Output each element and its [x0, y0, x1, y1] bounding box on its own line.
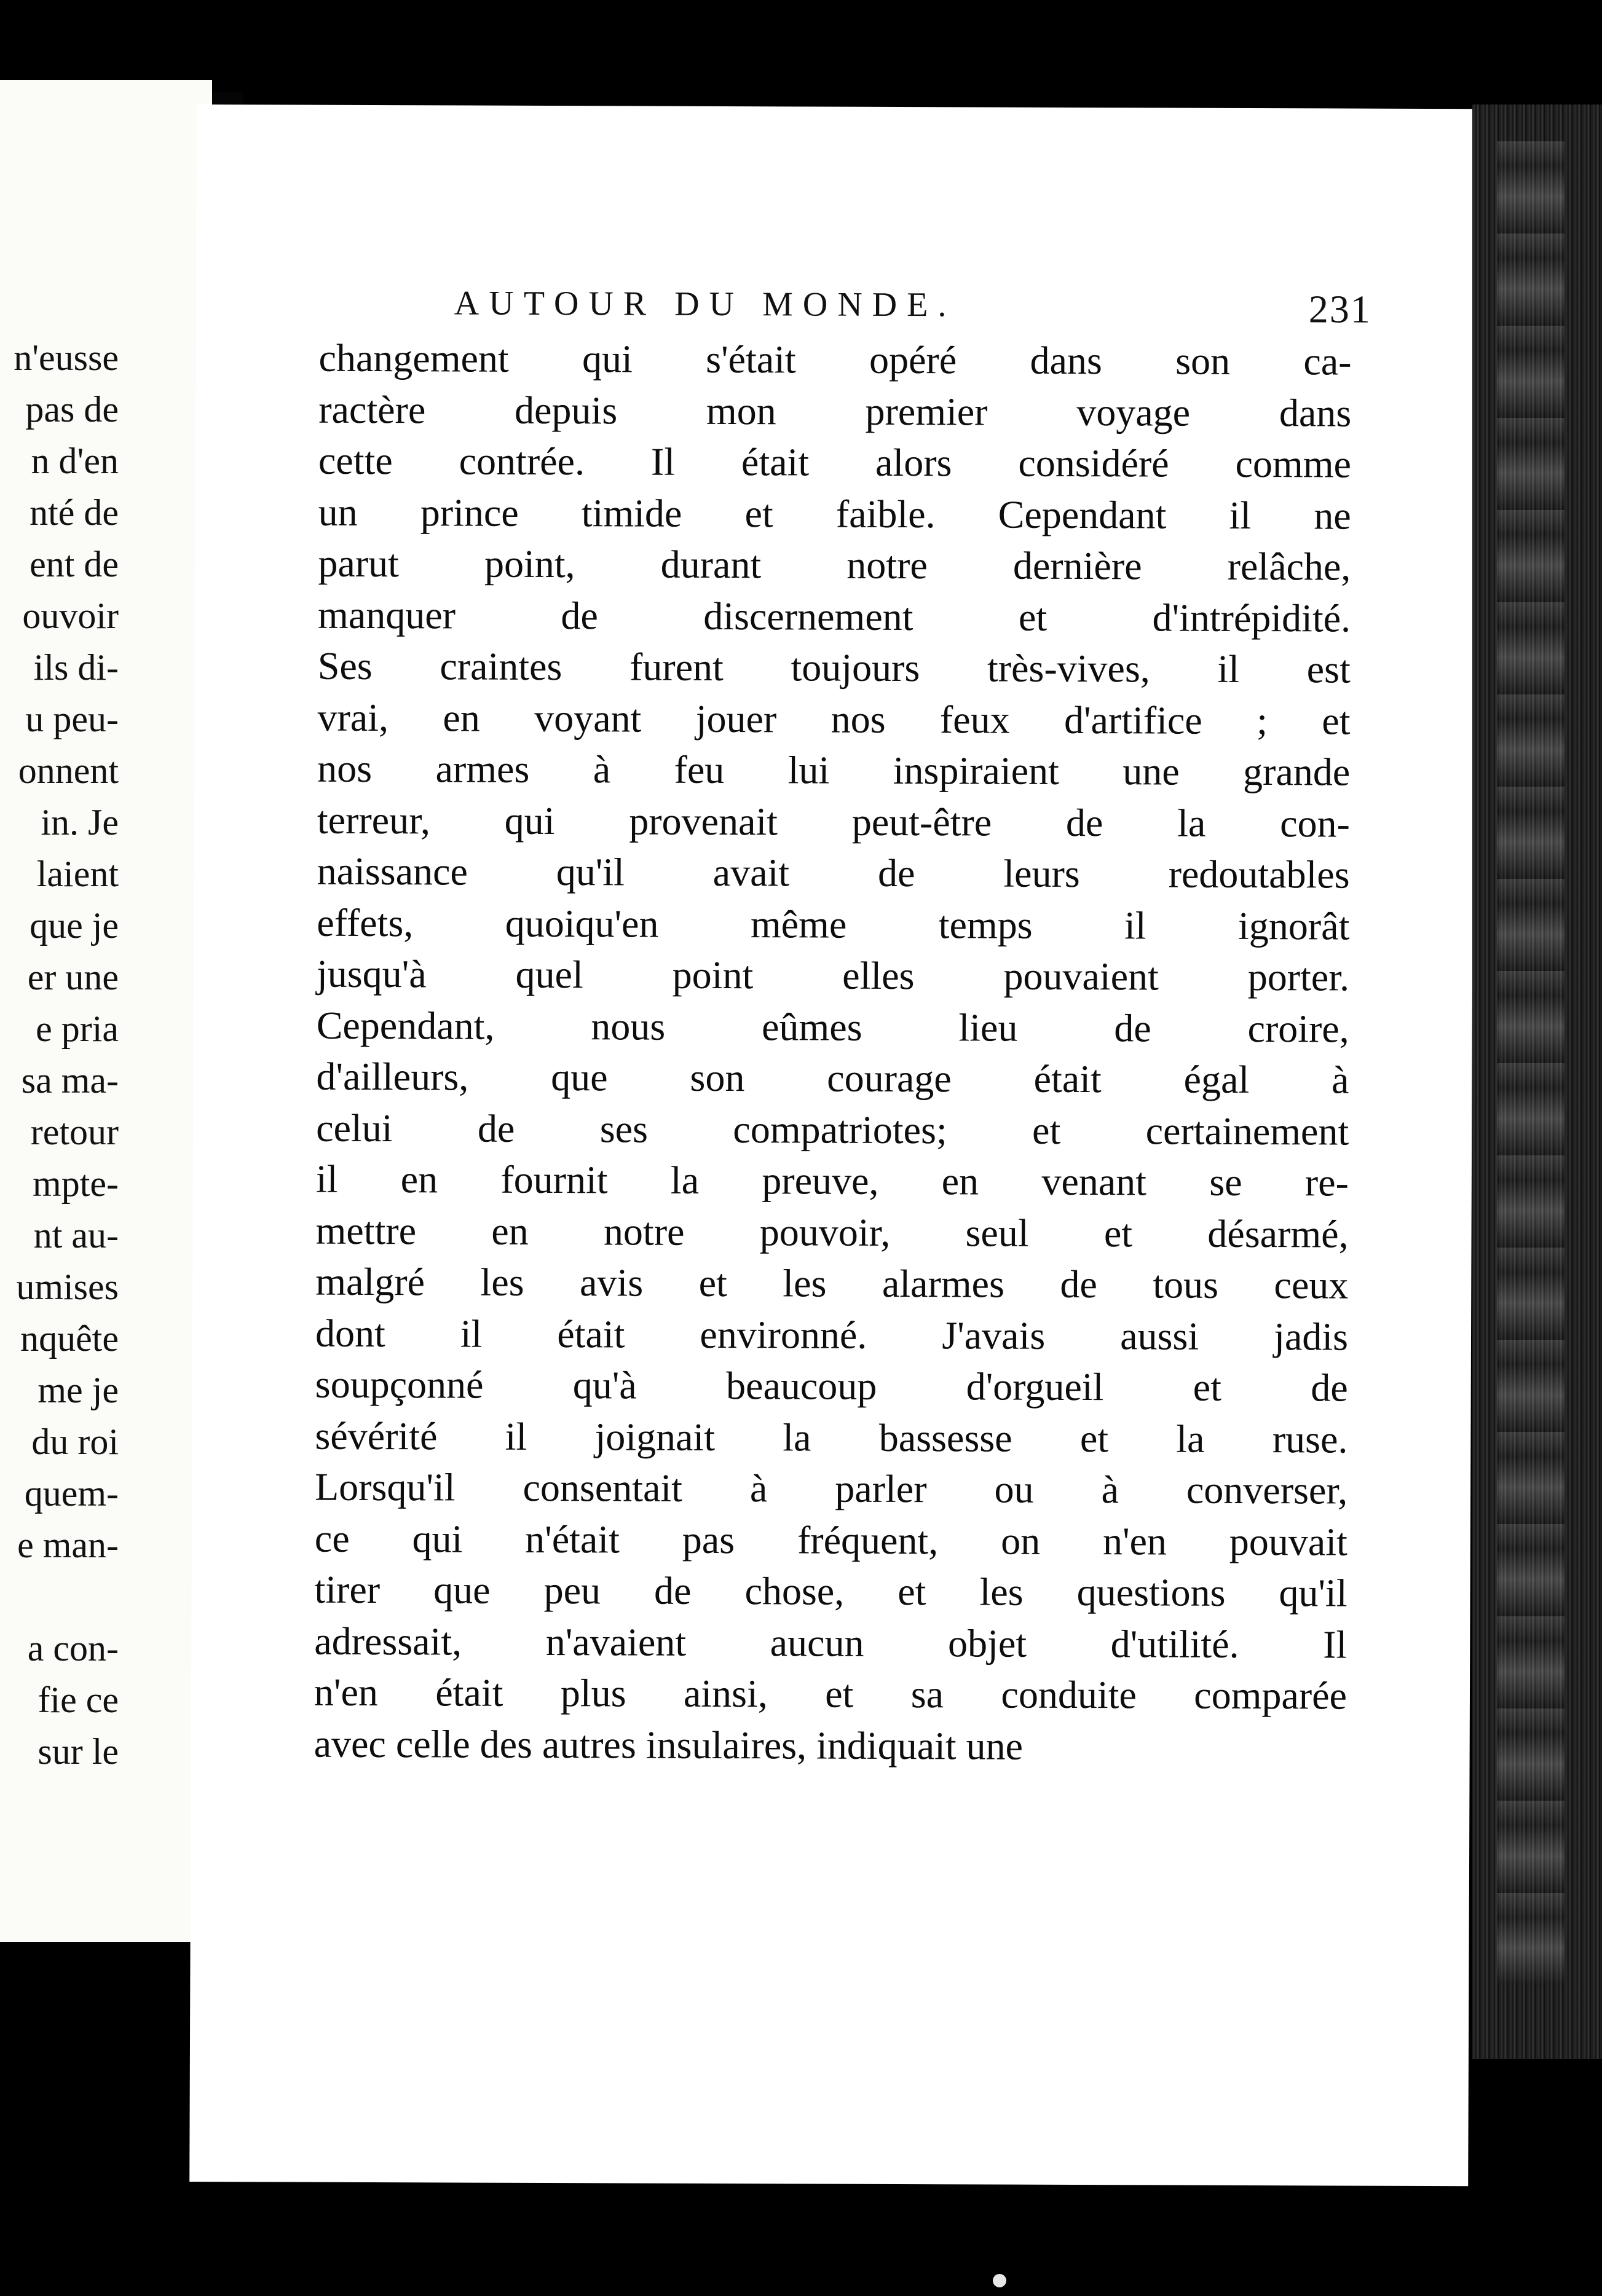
left-page-line: u peu- — [25, 699, 119, 739]
body-text-line: changement qui s'était opéré dans son ca- — [318, 336, 1352, 383]
left-page-line: ils di- — [33, 647, 119, 688]
left-page-line: sa ma- — [21, 1060, 119, 1101]
left-page-line: nt au- — [33, 1215, 119, 1256]
page-block-edge — [1472, 104, 1602, 2059]
body-text-line: effets, quoiqu'en même temps il ignorât — [317, 900, 1350, 948]
left-page-line: ent de — [30, 544, 119, 584]
left-page-line: que je — [30, 905, 119, 946]
body-text-line: vrai, en voyant jouer nos feux d'artifice ; et — [317, 695, 1351, 743]
left-page-line: in. Je — [41, 802, 119, 843]
body-text-line: il en fournit la preuve, en venant se re- — [315, 1157, 1349, 1205]
body-text-line: ce qui n'était pas fréquent, on n'en pouvait — [314, 1516, 1347, 1564]
left-page-line: umises — [16, 1267, 119, 1307]
scan-speck — [993, 2274, 1006, 2287]
body-text-line: adressait, n'avaient aucun objet d'utilité. Il — [314, 1619, 1347, 1667]
left-page-line: sur le — [37, 1731, 119, 1772]
body-text-line: avec celle des autres insulaires, indiquait une — [314, 1721, 1024, 1768]
body-text-block — [314, 332, 1352, 1773]
body-text-line: cette contrée. Il était alors considéré comme — [318, 438, 1352, 486]
left-page-line: a con- — [27, 1628, 119, 1669]
body-text-line: n'en était plus ainsi, et sa conduite comparée — [314, 1670, 1347, 1718]
running-head-title: AUTOUR DU MONDE. — [454, 284, 957, 324]
page-edge-texture — [1497, 141, 1565, 1985]
left-page-line: retour — [30, 1112, 119, 1152]
left-page-line: ouvoir — [22, 596, 119, 636]
body-text-line: manquer de discernement et d'intrépidité. — [317, 592, 1351, 640]
body-text-line: soupçonné qu'à beaucoup d'orgueil et de — [315, 1362, 1348, 1410]
left-page-text-column — [14, 332, 119, 1777]
body-text-line: Ses craintes furent toujours très-vives, il est — [317, 643, 1351, 691]
right-page — [189, 104, 1475, 2186]
left-page-line: fie ce — [37, 1680, 119, 1720]
body-text-line: terreur, qui provenait peut-être de la con- — [317, 798, 1351, 846]
running-head — [454, 283, 1413, 331]
body-text-line: dont il était environné. J'avais aussi jadis — [315, 1311, 1349, 1359]
left-facing-page — [0, 80, 212, 1942]
body-text-line: Cependant, nous eûmes lieu de croire, — [316, 1003, 1349, 1051]
body-text-line: mettre en notre pouvoir, seul et désarmé, — [315, 1208, 1349, 1256]
left-page-line: nquête — [20, 1318, 119, 1359]
body-text-line: sévérité il joignait la bassesse et la ruse. — [315, 1413, 1348, 1461]
left-page-line: n'eusse — [14, 337, 119, 378]
left-page-line: quem- — [24, 1473, 119, 1514]
left-page-line: er une — [27, 957, 119, 997]
body-text-line: tirer que peu de chose, et les questions qu'il — [314, 1567, 1347, 1615]
body-text-line: d'ailleurs, que son courage était égal à — [316, 1054, 1349, 1102]
left-page-line — [14, 1571, 119, 1622]
body-text-line: un prince timide et faible. Cependant il ne — [318, 490, 1351, 538]
left-page-line: nté de — [30, 492, 119, 533]
body-text-line: celui de ses compatriotes; et certainement — [316, 1106, 1349, 1154]
body-text-line: parut point, durant notre dernière relâche, — [318, 541, 1351, 589]
body-text-line: ractère depuis mon premier voyage dans — [318, 387, 1352, 435]
left-page-line: e man- — [17, 1525, 119, 1565]
body-text-line: Lorsqu'il consentait à parler ou à converser, — [315, 1464, 1348, 1512]
body-text-line: nos armes à feu lui inspiraient une grande — [317, 746, 1351, 794]
left-page-line: onnent — [18, 750, 119, 791]
body-text-line: naissance qu'il avait de leurs redoutables — [317, 849, 1350, 897]
left-page-line: mpte- — [33, 1163, 119, 1204]
body-text-line: jusqu'à quel point elles pouvaient porter. — [316, 951, 1350, 999]
left-page-line: me je — [37, 1370, 119, 1410]
left-page-line: pas de — [25, 389, 119, 430]
left-page-line: e pria — [36, 1008, 119, 1049]
page-number: 231 — [1308, 287, 1371, 331]
left-page-line: du roi — [31, 1421, 119, 1462]
left-page-line: n d'en — [31, 441, 119, 481]
body-text-line: malgré les avis et les alarmes de tous ceux — [315, 1259, 1349, 1307]
left-page-line: laient — [36, 854, 119, 894]
